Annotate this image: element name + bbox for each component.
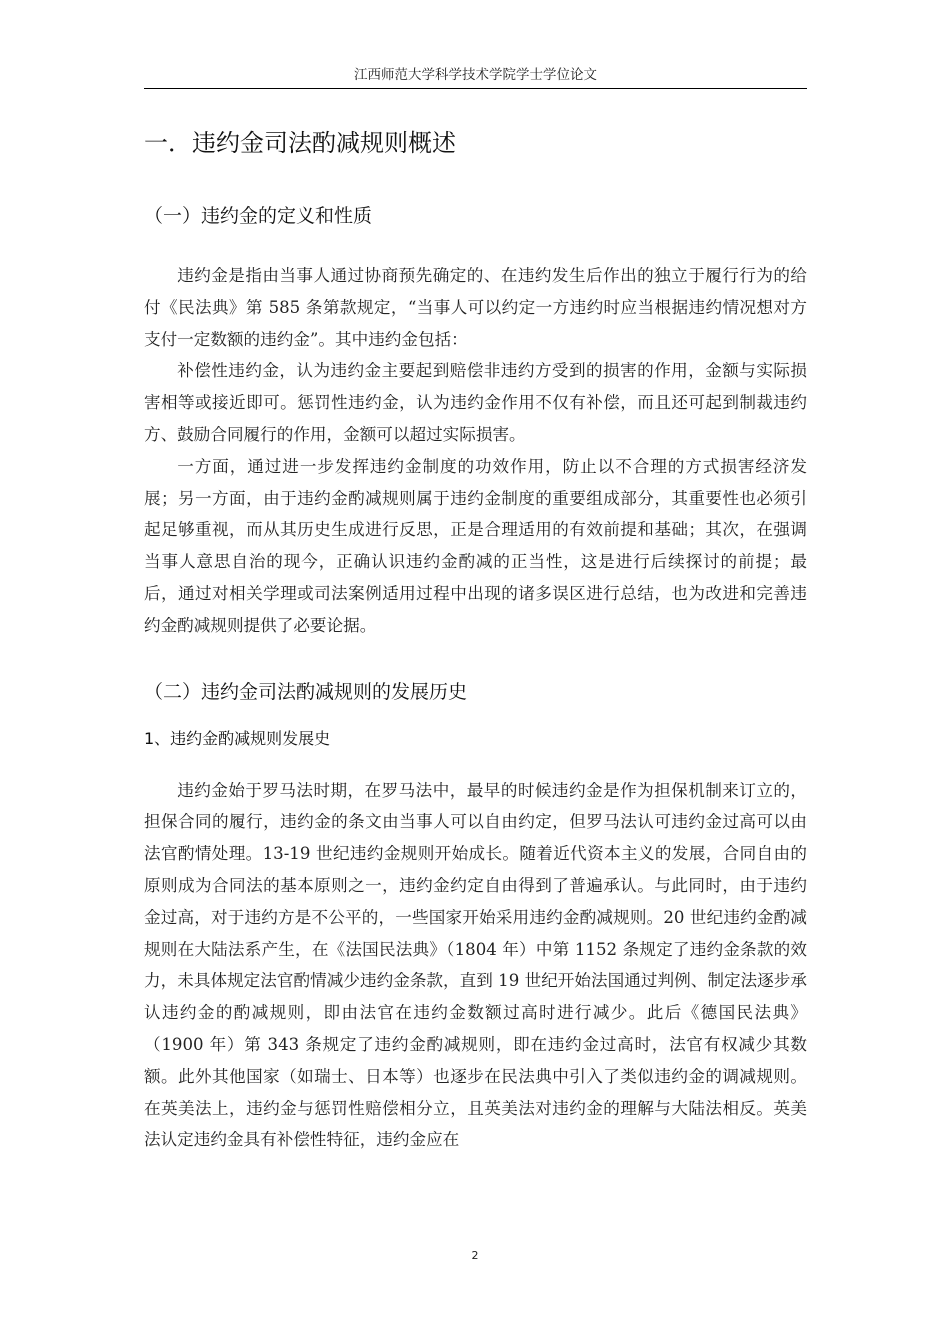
section-title-definition: （一）违约金的定义和性质: [144, 205, 373, 227]
page-body: [144, 118, 807, 1156]
paragraph: 违约金始于罗马法时期，在罗马法中，最早的时候违约金是作为担保机制来订立的，担保合同的履行，违约金的条文由当事人可以自由约定，但罗马法认可违约金过高可以由法官酌情处理。13-19 世纪违约金规则开始成长。随着近代资本主义的发展，合同自由的原则成为合同法的基本原则之一，违约金约定自由得到了普遍承认。与此同时，由于违约金过高，对于违约方是不公平的，一些国家开始采用违约金酌减规则。20 世纪违约金酌减规则在大陆法系产生，在《法国民法典》（1804 年）中第 1152 条规定了违约金条款的效力，未具体规定法官酌情减少违约金条款，直到 19 世纪开始法国通过判例、制定法逐步承认违约金的酌减规则，即由法官在违约金数额过高时进行减少。此后《德国民法典》（1900 年）第 343 条规定了违约金酌减规则，即在违约金过高时，法官有权减少其数额。此外其他国家（如瑞士、日本等）也逐步在民法典中引入了类似违约金的调减规则。在英美法上，违约金与惩罚性赔偿相分立，且英美法对违约金的理解与大陆法相反。英美法认定违约金具有补偿性特征，违约金应在: [144, 780, 807, 1150]
running-header: 江西师范大学科学技术学院学士学位论文: [144, 62, 807, 89]
section-title-history: （二）违约金司法酌减规则的发展历史: [144, 680, 468, 703]
paragraph: 补偿性违约金，认为违约金主要起到赔偿非违约方受到的损害的作用，金额与实际损害相等或接近即可。惩罚性违约金，认为违约金作用不仅有补偿，而且还可起到制裁违约方、鼓励合同履行的作用，金额可以超过实际损害。: [144, 361, 807, 444]
chapter-title: 一．违约金司法酌减规则概述: [144, 129, 456, 157]
paragraph: 一方面，通过进一步发挥违约金制度的功效作用，防止以不合理的方式损害经济发展；另一方面，由于违约金酌减规则属于违约金制度的重要组成部分，其重要性也必须引起足够重视，而从其历史生成进行反思，正是合理适用的有效前提和基础；其次，在强调当事人意思自治的现今，正确认识违约金酌减的正当性，这是进行后续探讨的前提；最后，通过对相关学理或司法案例适用过程中出现的诸多误区进行总结，也为改进和完善违约金酌减规则提供了必要论据。: [144, 456, 807, 635]
page-number: 2: [471, 1249, 479, 1262]
paragraph: 违约金是指由当事人通过协商预先确定的、在违约发生后作出的独立于履行行为的给付《民法典》第 585 条第款规定，“当事人可以约定一方违约时应当根据违约情况想对方支付一定数额的违约金”。其中违约金包括：: [144, 266, 807, 349]
subsection-title-history: 1、违约金酌减规则发展史: [144, 728, 331, 748]
